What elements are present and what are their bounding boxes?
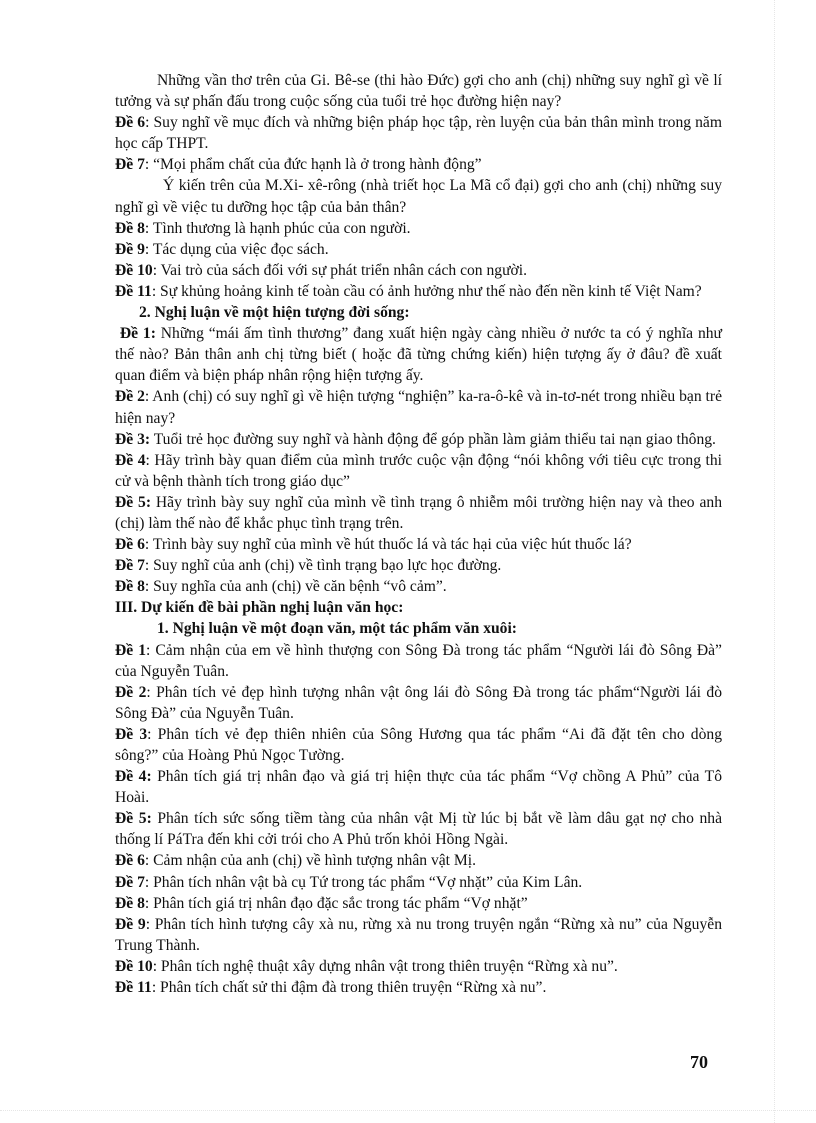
topic-label: Đề 10 <box>115 261 153 279</box>
topic-text: Phân tích sức sống tiềm tàng của nhân vật Mị từ lúc bị bắt về làm dâu gạt nợ cho nhà thống lí PáTra đến khi cởi trói cho A Phủ trốn khỏi Hồng Ngài. <box>115 810 722 849</box>
topic-text: : Phân tích chất sử thi đậm đà trong thiên truyện “Rừng xà nu”. <box>151 979 547 997</box>
topic-label: Đề 6 <box>115 536 145 554</box>
topic-label: Đề 6 <box>115 114 146 132</box>
topic-de-11-a <box>115 281 722 302</box>
topic-label: Đề 5: <box>115 493 152 511</box>
topic-de-4-c <box>115 766 722 808</box>
page-number: 70 <box>690 1052 708 1072</box>
topic-de-1-b <box>115 323 722 386</box>
topic-label: Đề 9 <box>115 240 145 258</box>
topic-label: Đề 5: <box>115 810 152 828</box>
topic-text: : Vai trò của sách đối với sự phát triển nhân cách con người. <box>152 261 528 279</box>
topic-label: Đề 8 <box>115 219 145 237</box>
topic-de-10-a <box>115 260 722 281</box>
topic-de-8-b <box>115 576 722 597</box>
topic-de-6-c <box>115 850 722 871</box>
topic-text: : Phân tích nhân vật bà cụ Tứ trong tác phẩm “Vợ nhặt” của Kim Lân. <box>144 873 583 891</box>
topic-text: : Phân tích vẻ đẹp thiên nhiên của Sông Hương qua tác phẩm “Ai đã đặt tên cho dòng sông?” của Hoàng Phủ Ngọc Tường. <box>115 725 722 764</box>
topic-label: Đề 4 <box>115 451 146 469</box>
topic-label: Đề 11 <box>115 979 152 997</box>
topic-label: Đề 3 <box>115 725 148 743</box>
topic-label: Đề 7 <box>115 557 145 575</box>
topic-text: Hãy trình bày suy nghĩ của mình về tình trạng ô nhiễm môi trường hiện nay và theo anh (chị) làm thế nào để khắc phục tình trạng trên. <box>115 493 722 532</box>
topic-label: Đề 7 <box>115 156 145 174</box>
topic-de-7-a <box>115 154 722 175</box>
topic-de-3-c <box>115 724 722 766</box>
topic-label: Đề 2 <box>115 683 147 701</box>
topic-de-5-b <box>115 492 722 534</box>
topic-text: Phân tích giá trị nhân đạo và giá trị hiện thực của tác phẩm “Vợ chồng A Phủ” của Tô Hoài. <box>115 768 722 807</box>
topic-de-4-b <box>115 450 722 492</box>
topic-text: Những “mái ấm tình thương” đang xuất hiện ngày càng nhiều ở nước ta có ý nghĩa như thế nào? Bản thân anh chị từng biết ( hoặc đã từng chứng kiến) hiện tượng ấy ở đâu? đề xuất quan điểm và biện pháp nhân rộng hiện tượng ấy. <box>115 325 722 385</box>
topic-de-10-c <box>115 956 722 977</box>
topic-label: Đề 4: <box>115 768 152 786</box>
topic-de-3-b <box>115 429 722 450</box>
topic-label: Đề 10 <box>115 957 153 975</box>
topic-label: Đề 7 <box>115 873 145 891</box>
section-heading-III-1: 1. Nghị luận về một đoạn văn, một tác phẩm văn xuôi: <box>157 620 517 638</box>
topic-text: : Tình thương là hạnh phúc của con người. <box>144 219 411 237</box>
topic-de-7-b <box>115 555 722 576</box>
section-heading-III: III. Dự kiến đề bài phần nghị luận văn học: <box>115 599 404 617</box>
topic-de-11-c <box>115 977 722 998</box>
topic-label: Đề 8 <box>115 578 145 596</box>
topic-de-6-a <box>115 112 722 154</box>
section-heading-2: 2. Nghị luận về một hiện tượng đời sống: <box>139 304 410 322</box>
topic-label: Đề 1 <box>115 641 147 659</box>
topic-text: : Phân tích giá trị nhân đạo đặc sắc trong tác phẩm “Vợ nhặt” <box>144 894 528 912</box>
topic-de-6-b <box>115 534 722 555</box>
topic-text: : Cảm nhận của anh (chị) về hình tượng nhân vật Mị. <box>144 852 476 870</box>
topic-de-9-a <box>115 239 722 260</box>
topic-text: : Anh (chị) có suy nghĩ gì về hiện tượng “nghiện” ka-ra-ô-kê và in-tơ-nét trong nhiều bạn trẻ hiện nay? <box>115 388 722 427</box>
topic-text: : Sự khủng hoảng kinh tế toàn cầu có ảnh hưởng như thế nào đến nền kinh tế Việt Nam? <box>151 282 702 300</box>
topic-text: : Suy nghĩ của anh (chị) về tình trạng bạo lực học đường. <box>144 557 502 575</box>
topic-label: Đề 1: <box>119 325 156 343</box>
topic-label: Đề 11 <box>115 282 152 300</box>
topic-text: : Hãy trình bày quan điểm của mình trước cuộc vận động “nói không với tiêu cực trong thi cử và bệnh thành tích trong giáo dục” <box>115 451 722 490</box>
topic-label: Đề 8 <box>115 894 145 912</box>
topic-de-2-b <box>115 386 722 428</box>
topic-de-8-a <box>115 218 722 239</box>
topic-text: : Phân tích hình tượng cây xà nu, rừng xà nu trong truyện ngắn “Rừng xà nu” của Nguyễn Trung Thành. <box>115 915 722 954</box>
topic-de-9-c <box>115 914 722 956</box>
topic-text: : “Mọi phẩm chất của đức hạnh là ở trong hành động” <box>144 156 482 174</box>
topic-de-2-c <box>115 682 722 724</box>
topic-de-5-c <box>115 808 722 850</box>
page-edge-divider <box>774 0 775 1123</box>
page-bottom-divider <box>0 1110 816 1111</box>
topic-text: : Trình bày suy nghĩ của mình về hút thuốc lá và tác hại của việc hút thuốc lá? <box>144 536 632 554</box>
topic-de-7-c <box>115 872 722 893</box>
topic-de-8-c <box>115 893 722 914</box>
intro-paragraph: Những vần thơ trên của Gi. Bê-se (thi hào Đức) gợi cho anh (chị) những suy nghĩ gì về lí tưởng và sự phấn đấu trong cuộc sống của tuổi trẻ học đường hiện nay? <box>115 72 722 111</box>
topic-label: Đề 9 <box>115 915 146 933</box>
topic-text: Tuổi trẻ học đường suy nghĩ và hành động để góp phần làm giảm thiểu tai nạn giao thông. <box>150 430 716 448</box>
topic-text: : Phân tích nghệ thuật xây dựng nhân vật trong thiên truyện “Rừng xà nu”. <box>152 957 618 975</box>
topic-text: : Tác dụng của việc đọc sách. <box>144 240 329 258</box>
topic-text: : Cảm nhận của em về hình thượng con Sông Đà trong tác phẩm “Người lái đò Sông Đà” của Nguyễn Tuân. <box>115 641 722 680</box>
topic-de-7-a-continued: Ý kiến trên của M.Xi- xê-rông (nhà triết học La Mã cổ đại) gợi cho anh (chị) những suy nghĩ gì về việc tu dưỡng học tập của bản thân? <box>115 177 722 216</box>
page-body <box>115 70 722 998</box>
topic-label: Đề 6 <box>115 852 145 870</box>
topic-label: Đề 2 <box>115 388 145 406</box>
topic-text: : Phân tích vẻ đẹp hình tượng nhân vật ông lái đò Sông Đà trong tác phẩm“Người lái đò Sông Đà” của Nguyễn Tuân. <box>115 683 722 722</box>
topic-text: : Suy nghĩa của anh (chị) về căn bệnh “vô cảm”. <box>144 578 447 596</box>
topic-text: : Suy nghĩ về mục đích và những biện pháp học tập, rèn luyện của bản thân mình trong năm học cấp THPT. <box>115 114 722 153</box>
topic-label: Đề 3: <box>115 430 151 448</box>
topic-de-1-c <box>115 640 722 682</box>
